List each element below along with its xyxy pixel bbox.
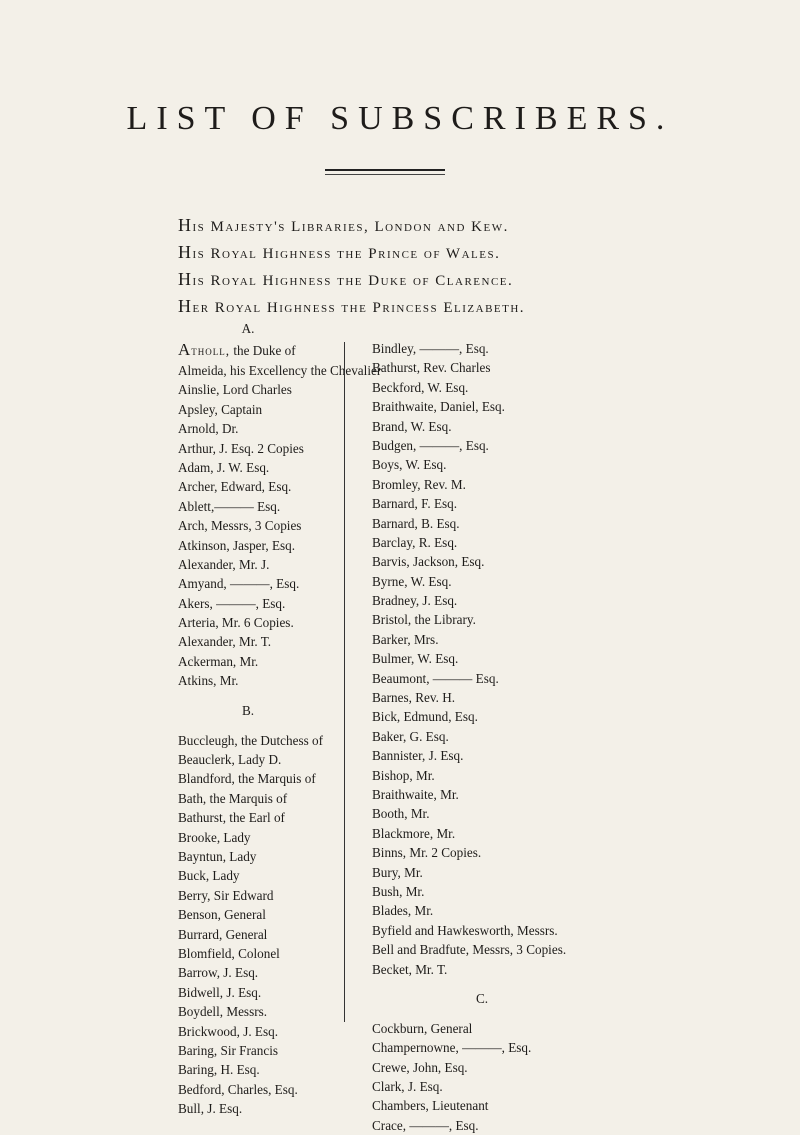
first-entry-caps: tholl, xyxy=(191,343,231,358)
section-heading-b: B. xyxy=(241,702,255,718)
subscriber-entry: Alexander, Mr. J. xyxy=(178,556,270,572)
subscriber-entry: Barclay, R. Esq. xyxy=(372,534,458,550)
entries-c xyxy=(372,1019,602,1135)
section-heading-a: A. xyxy=(241,321,255,336)
subscriber-entry: Bishop, Mr. xyxy=(372,767,435,783)
subscriber-entry: Archer, Edward, Esq. xyxy=(178,479,292,495)
subscriber-entry: Barrow, J. Esq. xyxy=(178,965,259,981)
subscriber-entry: Becket, Mr. T. xyxy=(372,961,448,977)
subscriber-entry: Baker, G. Esq. xyxy=(372,728,449,744)
royal-line: His Majesty's Libraries, London and Kew. xyxy=(178,215,509,235)
subscriber-entry: Brickwood, J. Esq. xyxy=(178,1023,279,1039)
title-rule-thick xyxy=(325,169,445,171)
subscriber-entry: Champernowne, ———, Esq. xyxy=(372,1040,532,1056)
royal-subscribers xyxy=(178,212,798,320)
subscriber-entry: Bulmer, W. Esq. xyxy=(372,651,459,667)
subscriber-entry: Cockburn, General xyxy=(372,1020,473,1036)
subscriber-entry: Barnard, F. Esq. xyxy=(372,496,458,512)
subscriber-entry: Bell and Bradfute, Messrs, 3 Copies. xyxy=(372,942,567,958)
subscriber-entry: Bayntun, Lady xyxy=(178,848,257,864)
subscriber-entry: Brooke, Lady xyxy=(178,829,251,845)
subscriber-entry: Beauclerk, Lady D. xyxy=(178,752,282,768)
subscriber-entry: Binns, Mr. 2 Copies. xyxy=(372,845,482,861)
subscriber-entry: Atkinson, Jasper, Esq. xyxy=(178,537,296,553)
subscriber-entry: Ablett,——— Esq. xyxy=(178,498,281,514)
subscriber-entry: Boydell, Messrs. xyxy=(178,1004,268,1020)
subscriber-entry: Blandford, the Marquis of xyxy=(178,771,316,787)
subscriber-entry: Blackmore, Mr. xyxy=(372,825,456,841)
subscriber-entry: Bindley, ———, Esq. xyxy=(372,341,489,356)
subscriber-entry: Braithwaite, Mr. xyxy=(372,786,459,802)
subscriber-entry: Arteria, Mr. 6 Copies. xyxy=(178,615,294,631)
subscriber-entry: Bathurst, the Earl of xyxy=(178,810,285,826)
subscriber-entry: Benson, General xyxy=(178,907,266,923)
subscriber-entry: Buck, Lady xyxy=(178,868,240,884)
subscriber-entry: Barnard, B. Esq. xyxy=(372,515,460,531)
subscriber-entry: Boys, W. Esq. xyxy=(372,457,447,473)
first-entry-rest: the Duke of xyxy=(230,343,296,358)
royal-line: His Royal Highness the Duke of Clarence. xyxy=(178,269,514,289)
subscriber-entry: Booth, Mr. xyxy=(372,806,430,822)
subscriber-entry: Arch, Messrs, 3 Copies xyxy=(178,518,302,534)
subscriber-entry: Bull, J. Esq. xyxy=(178,1101,243,1117)
subscriber-entry: Apsley, Captain xyxy=(178,401,263,417)
subscriber-entry: Arthur, J. Esq. 2 Copies xyxy=(178,440,304,456)
entries-b-left xyxy=(178,731,338,1119)
subscriber-entry: Arnold, Dr. xyxy=(178,421,239,437)
subscriber-entry: Blomfield, Colonel xyxy=(178,945,280,961)
subscriber-entry: Bristol, the Library. xyxy=(372,612,476,628)
left-column xyxy=(178,319,382,1118)
subscriber-entry: Beckford, W. Esq. xyxy=(372,379,469,395)
subscriber-entry: Amyand, ———, Esq. xyxy=(178,576,300,592)
subscriber-entry: Bush, Mr. xyxy=(372,883,425,899)
subscriber-entry: Budgen, ———, Esq. xyxy=(372,437,489,453)
subscriber-entry: Bradney, J. Esq. xyxy=(372,593,458,609)
subscriber-entry: Beaumont, ——— Esq. xyxy=(372,670,499,686)
subscriber-entry: Chambers, Lieutenant xyxy=(372,1098,489,1114)
subscriber-entry: Burrard, General xyxy=(178,926,268,942)
subscriber-entry: Atkins, Mr. xyxy=(178,673,239,689)
subscriber-entry: Bannister, J. Esq. xyxy=(372,748,464,764)
subscriber-entry: Bath, the Marquis of xyxy=(178,790,288,806)
subscriber-entry: Baring, H. Esq. xyxy=(178,1062,260,1078)
subscriber-entry: Braithwaite, Daniel, Esq. xyxy=(372,399,505,415)
subscriber-entry: Buccleugh, the Dutchess of xyxy=(178,732,324,748)
subscriber-entry: Bromley, Rev. M. xyxy=(372,476,466,492)
first-entry-a xyxy=(178,339,338,361)
subscriber-entry: Berry, Sir Edward xyxy=(178,887,274,903)
subscriber-entry: Blades, Mr. xyxy=(372,903,434,919)
drop-cap: A xyxy=(178,340,192,359)
subscriber-entry: Bathurst, Rev. Charles xyxy=(372,360,491,376)
subscriber-entry: Alexander, Mr. T. xyxy=(178,634,272,650)
subscriber-entry: Byrne, W. Esq. xyxy=(372,573,452,589)
subscriber-entry: Bury, Mr. xyxy=(372,864,423,880)
subscriber-entry: Adam, J. W. Esq. xyxy=(178,459,270,475)
subscriber-entry: Bedford, Charles, Esq. xyxy=(178,1081,298,1097)
entries-b-right xyxy=(372,339,602,979)
subscriber-entry: Baring, Sir Francis xyxy=(178,1042,278,1058)
subscriber-entry: Byfield and Hawkesworth, Messrs. xyxy=(372,922,558,938)
subscriber-entry: Clark, J. Esq. xyxy=(372,1079,443,1095)
subscriber-entry: Crewe, John, Esq. xyxy=(372,1059,468,1075)
subscriber-entry: Akers, ———, Esq. xyxy=(178,595,286,611)
subscriber-entry: Bick, Edmund, Esq. xyxy=(372,709,478,725)
section-heading-c: C. xyxy=(475,990,489,1006)
subscriber-entry: Brand, W. Esq. xyxy=(372,418,452,434)
subscriber-entry: Barker, Mrs. xyxy=(372,631,439,647)
subscriber-entry: Ackerman, Mr. xyxy=(178,653,259,669)
column-divider xyxy=(344,342,345,1022)
subscriber-entry: Barvis, Jackson, Esq. xyxy=(372,554,485,570)
subscriber-entry: Barnes, Rev. H. xyxy=(372,690,456,706)
subscriber-entry: Almeida, his Excellency the Chevalier xyxy=(178,363,382,378)
subscriber-entry: Bidwell, J. Esq. xyxy=(178,984,262,1000)
page-title: LIST OF SUBSCRIBERS. xyxy=(126,100,674,137)
right-column xyxy=(372,339,602,1135)
royal-line: His Royal Highness the Prince of Wales. xyxy=(178,242,501,262)
subscriber-entry: Crace, ———, Esq. xyxy=(372,1117,479,1133)
title-rule-thin xyxy=(325,174,445,175)
royal-line: Her Royal Highness the Princess Elizabeth. xyxy=(178,296,526,316)
entries-a xyxy=(178,361,382,691)
subscriber-entry: Ainslie, Lord Charles xyxy=(178,382,292,398)
